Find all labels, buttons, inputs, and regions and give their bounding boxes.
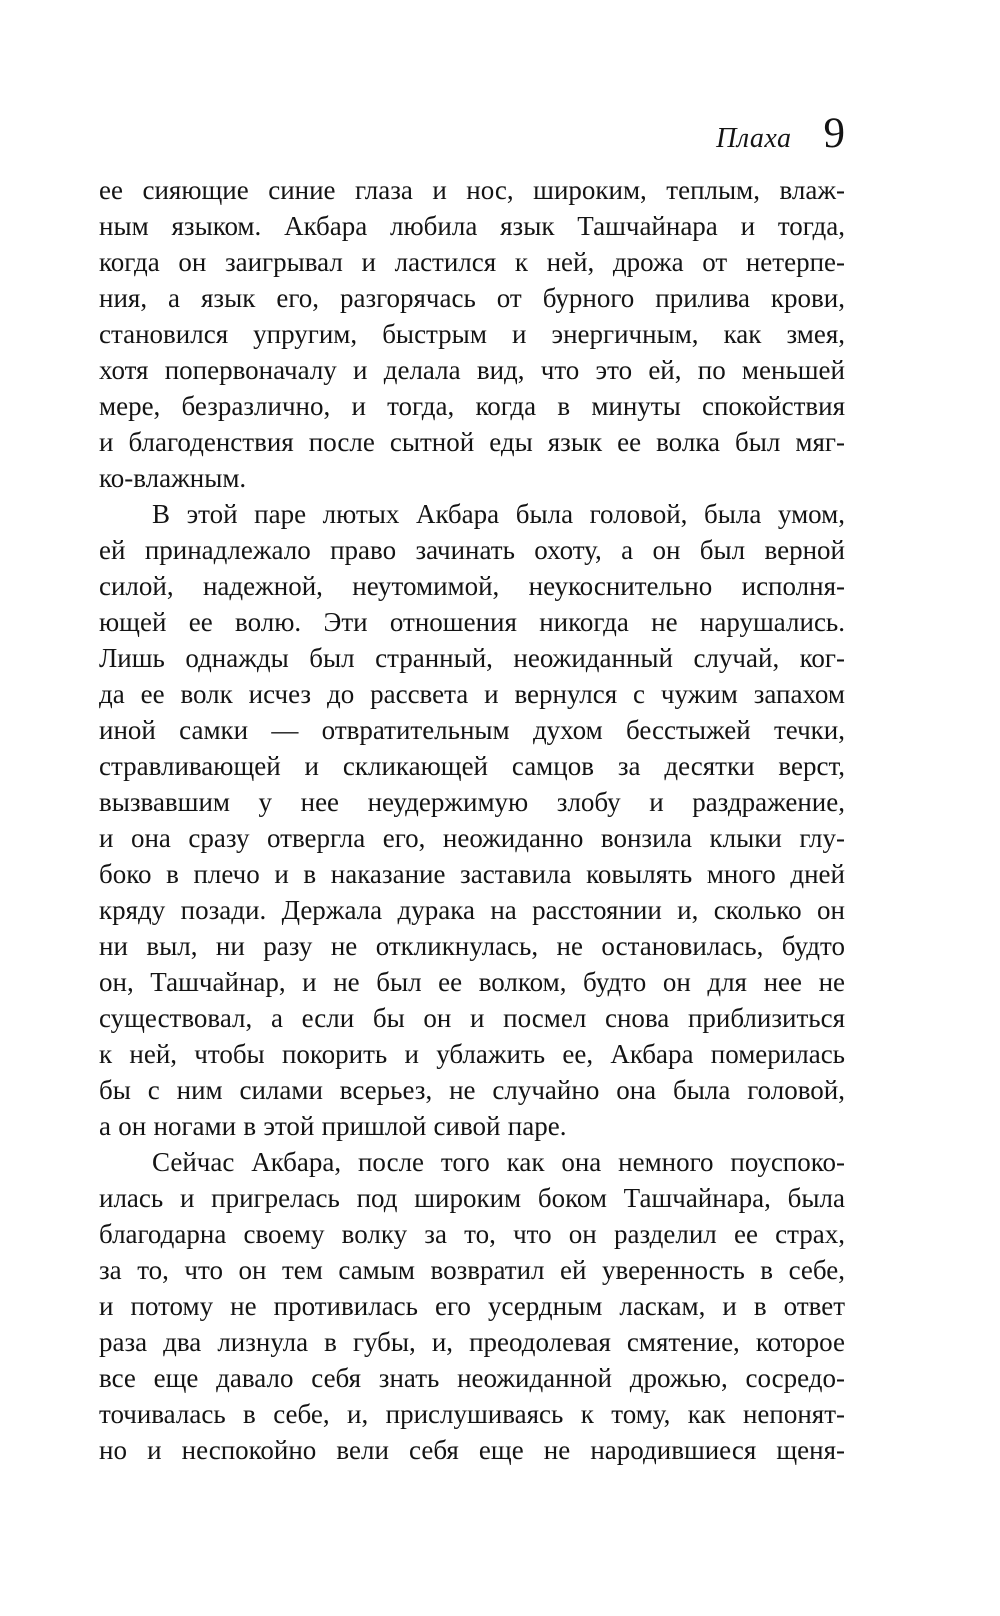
text-line: силой, надежной, неутомимой, неукоснительно исполня- bbox=[99, 571, 845, 601]
text-line: а он ногами в этой пришлой сивой паре. bbox=[99, 1111, 567, 1141]
text-line: ющей ее волю. Эти отношения никогда не нарушались. bbox=[99, 607, 845, 637]
text-line: и потому не противилась его усердным ласкам, и в ответ bbox=[99, 1291, 845, 1321]
text-line: все еще давало себя знать неожиданной дрожью, сосредо- bbox=[99, 1363, 845, 1393]
text-line: существовал, а если бы он и посмел снова приблизиться bbox=[99, 1003, 845, 1033]
text-line: к ней, чтобы покорить и ублажить ее, Акбара померилась bbox=[99, 1039, 845, 1069]
text-line: благодарна своему волку за то, что он разделил ее страх, bbox=[99, 1219, 845, 1249]
running-title: Плаха bbox=[716, 123, 792, 154]
page-body bbox=[99, 172, 845, 1468]
paragraph bbox=[99, 1144, 845, 1468]
text-line: мере, безразлично, и тогда, когда в минуты спокойствия bbox=[99, 391, 845, 421]
text-line: ным языком. Акбара любила язык Ташчайнара и тогда, bbox=[99, 211, 845, 241]
text-line: и она сразу отвергла его, неожиданно вонзила клыки глу- bbox=[99, 823, 845, 853]
page-header bbox=[99, 112, 845, 155]
text-line: раза два лизнула в губы, и, преодолевая смятение, которое bbox=[99, 1327, 845, 1357]
text-line: ее сияющие синие глаза и нос, широким, теплым, влаж- bbox=[99, 175, 845, 205]
text-line: ей принадлежало право зачинать охоту, а он был верной bbox=[99, 535, 845, 565]
text-line: Лишь однажды был странный, неожиданный случай, ког- bbox=[99, 643, 845, 673]
text-line: В этой паре лютых Акбара была головой, была умом, bbox=[152, 499, 845, 529]
text-line: хотя попервоначалу и делала вид, что это ей, по меньшей bbox=[99, 355, 845, 385]
paragraph bbox=[99, 172, 845, 496]
text-line: ко-влажным. bbox=[99, 463, 247, 493]
text-line: илась и пригрелась под широким боком Ташчайнара, была bbox=[99, 1183, 845, 1213]
text-line: ни выл, ни разу не откликнулась, не остановилась, будто bbox=[99, 931, 845, 961]
text-line: становился упругим, быстрым и энергичным, как змея, bbox=[99, 319, 845, 349]
text-line: но и неспокойно вели себя еще не народившиеся щеня- bbox=[99, 1435, 845, 1465]
text-line: Сейчас Акбара, после того как она немного поуспоко- bbox=[152, 1147, 845, 1177]
paragraph bbox=[99, 496, 845, 1144]
page-number: 9 bbox=[823, 110, 845, 157]
text-line: он, Ташчайнар, и не был ее волком, будто он для нее не bbox=[99, 967, 845, 997]
text-line: ния, а язык его, разгорячась от бурного прилива крови, bbox=[99, 283, 845, 313]
text-line: стравливающей и скликающей самцов за десятки верст, bbox=[99, 751, 845, 781]
text-line: и благоденствия после сытной еды язык ее волка был мяг- bbox=[99, 427, 845, 457]
text-line: боко в плечо и в наказание заставила ковылять много дней bbox=[99, 859, 845, 889]
text-line: когда он заигрывал и ластился к ней, дрожа от нетерпе- bbox=[99, 247, 845, 277]
text-line: бы с ним силами всерьез, не случайно она была головой, bbox=[99, 1075, 845, 1105]
text-line: точивалась в себе, и, прислушиваясь к тому, как непонят- bbox=[99, 1399, 845, 1429]
text-line: за то, что он тем самым возвратил ей уверенность в себе, bbox=[99, 1255, 845, 1285]
text-line: кряду позади. Держала дурака на расстоянии и, сколько он bbox=[99, 895, 845, 925]
text-line: вызвавшим у нее неудержимую злобу и раздражение, bbox=[99, 787, 845, 817]
text-line: иной самки — отвратительным духом бесстыжей течки, bbox=[99, 715, 845, 745]
text-line: да ее волк исчез до рассвета и вернулся с чужим запахом bbox=[99, 679, 845, 709]
